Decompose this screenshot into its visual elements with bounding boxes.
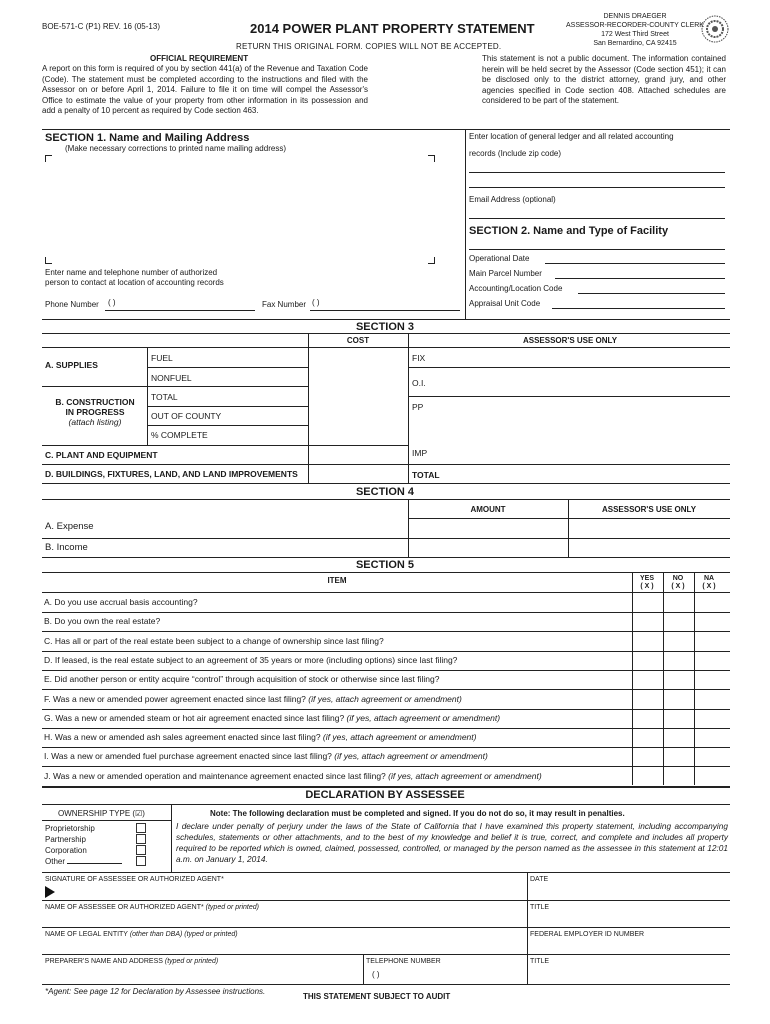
question-text: G. Was a new or amended steam or hot air agreement enacted since last filing? (44, 712, 347, 723)
name-label: NAME OF ASSESSEE OR AUTHORIZED AGENT* (typed or printed) (45, 904, 259, 911)
answer-na-cell[interactable] (695, 767, 725, 785)
assessor-address (560, 12, 710, 48)
answer-yes-cell[interactable] (633, 612, 663, 630)
other-checkbox[interactable] (136, 856, 146, 866)
answer-no-cell[interactable] (664, 767, 694, 785)
main-parcel-label: Main Parcel Number (469, 269, 542, 278)
answer-na-cell[interactable] (695, 747, 725, 765)
income-label: B. Income (45, 542, 88, 553)
nonfuel-label: NONFUEL (151, 373, 192, 383)
answer-na-cell[interactable] (695, 612, 725, 630)
pp-label: PP (412, 402, 424, 412)
county-seal-icon (700, 12, 730, 46)
question-row (42, 767, 730, 787)
accounting-code-field[interactable] (578, 293, 725, 294)
date-label: DATE (530, 876, 549, 883)
answer-na-cell[interactable] (695, 728, 725, 746)
ownership-other: Other (45, 856, 122, 867)
telephone-label: TELEPHONE NUMBER (366, 958, 441, 965)
question-text: F. Was a new or amended power agreement enacted since last filing? (44, 693, 309, 704)
assessor-title: ASSESSOR-RECORDER-COUNTY CLERK (566, 22, 704, 29)
audit-note: THIS STATEMENT SUBJECT TO AUDIT (303, 992, 451, 1001)
accounting-code-label: Accounting/Location Code (469, 284, 563, 293)
answer-yes-cell[interactable] (633, 709, 663, 727)
form-id: BOE-571-C (P1) REV. 16 (05-13) (42, 22, 160, 31)
answer-yes-cell[interactable] (633, 767, 663, 785)
section4-assessor-header: ASSESSOR'S USE ONLY (601, 505, 697, 514)
signature-field[interactable] (60, 884, 520, 900)
pct-complete-label: % COMPLETE (151, 430, 208, 440)
answer-no-cell[interactable] (664, 670, 694, 688)
question-row (42, 690, 730, 710)
assessor-city: San Bernardino, CA 92415 (593, 40, 677, 47)
buildings-label: D. BUILDINGS, FIXTURES, LAND, AND LAND IMPROVEMENTS (45, 469, 298, 479)
main-parcel-field[interactable] (555, 278, 725, 279)
section1-title: SECTION 1. Name and Mailing Address (45, 132, 250, 144)
fax-label: Fax Number (262, 300, 307, 309)
phone-label: Phone Number (45, 300, 99, 309)
legal-entity-label: NAME OF LEGAL ENTITY (other than DBA) (typed or printed) (45, 931, 238, 938)
no-header: NO ( X ) (671, 575, 685, 590)
section3-assessor-header: ASSESSOR'S USE ONLY (522, 336, 618, 345)
contact-note (45, 268, 224, 288)
question-row (42, 728, 730, 748)
answer-no-cell[interactable] (664, 709, 694, 727)
email-field[interactable] (469, 218, 725, 219)
question-text: A. Do you use accrual basis accounting? (44, 597, 198, 607)
question-row (42, 709, 730, 729)
question-row (42, 593, 730, 613)
total-label: TOTAL (412, 470, 440, 480)
question-text: C. Has all or part of the real estate been subject to a change of ownership since last filing? (44, 635, 384, 646)
mailing-address-box[interactable] (52, 162, 426, 254)
ownership-partnership: Partnership (45, 835, 86, 844)
answer-no-cell[interactable] (664, 747, 694, 765)
answer-na-cell[interactable] (695, 690, 725, 708)
preparer-label: PREPARER'S NAME AND ADDRESS (typed or printed) (45, 958, 219, 965)
declaration-title: DECLARATION BY ASSESSEE (305, 789, 465, 801)
section5-title: SECTION 5 (355, 559, 415, 571)
ownership-corporation: Corporation (45, 846, 87, 855)
question-note: (if yes, attach agreement or amendment) (388, 770, 542, 781)
question-row (42, 670, 730, 690)
question-row (42, 651, 730, 671)
cost-header: COST (346, 336, 370, 345)
oi-label: O.I. (412, 378, 426, 388)
answer-na-cell[interactable] (695, 709, 725, 727)
question-text: B. Do you own the real estate? (44, 616, 161, 627)
supplies-label: A. SUPPLIES (45, 360, 98, 370)
section2-title: SECTION 2. Name and Type of Facility (469, 225, 669, 237)
answer-no-cell[interactable] (664, 593, 694, 611)
answer-no-cell[interactable] (664, 728, 694, 746)
question-note: (if yes, attach agreement or amendment) (322, 732, 477, 743)
ownership-proprietorship: Proprietorship (45, 824, 95, 833)
phone-parens: ( ) (108, 298, 116, 307)
plant-label: C. PLANT AND EQUIPMENT (45, 450, 158, 460)
declaration-note: Note: The following declaration must be completed and signed. If you do not do so, it may result in penalties. (210, 809, 625, 818)
fax-parens: ( ) (312, 298, 320, 307)
answer-yes-cell[interactable] (633, 747, 663, 765)
imp-label: IMP (412, 448, 428, 458)
proprietorship-checkbox[interactable] (136, 823, 146, 833)
assessor-name: DENNIS DRAEGER (603, 13, 667, 20)
cip-line1: B. CONSTRUCTION (55, 397, 135, 407)
form-subtitle: RETURN THIS ORIGINAL FORM. COPIES WILL NOT BE ACCEPTED. (236, 42, 502, 51)
question-note: (if yes, attach agreement or amendment) (346, 712, 501, 723)
ownership-header: OWNERSHIP TYPE (☑) (58, 809, 145, 818)
answer-no-cell[interactable] (664, 690, 694, 708)
contact-note-line1: Enter name and telephone number of authorized (45, 268, 218, 277)
fuel-label: FUEL (151, 353, 173, 363)
phone-field[interactable] (105, 310, 255, 311)
answer-no-cell[interactable] (664, 651, 694, 669)
question-text: E. Did another person or entity acquire “control” through acquisition of stock or otherwise since last filing? (44, 674, 440, 685)
answer-no-cell[interactable] (664, 612, 694, 630)
question-text: D. If leased, is the real estate subject to an agreement of 35 years or more (including options) since last filing? (44, 654, 458, 665)
expense-label: A. Expense (45, 521, 94, 532)
signature-label: SIGNATURE OF ASSESSEE OR AUTHORIZED AGENT* (45, 876, 224, 883)
yes-header: YES ( X ) (639, 575, 654, 590)
operational-date-label: Operational Date (469, 254, 530, 263)
answer-na-cell[interactable] (695, 670, 725, 688)
na-header: NA ( X ) (702, 575, 716, 590)
section4-title: SECTION 4 (355, 486, 415, 498)
corporation-checkbox[interactable] (136, 845, 146, 855)
question-text: J. Was a new or amended operation and maintenance agreement enacted since last filing? (44, 770, 389, 781)
sign-here-arrow-icon (45, 886, 55, 898)
question-note: (if yes, attach agreement or amendment) (334, 751, 488, 762)
answer-na-cell[interactable] (695, 593, 725, 611)
answer-no-cell[interactable] (664, 632, 694, 650)
confidentiality-text: This statement is not a public document. The information contained herein will be held secret by the Assessor (Code section 451); it can be disclosed only to the district attorney, grand jury, and other agencies specified in Code section 408. Attached schedules are considered to be part of the statement. (482, 54, 726, 105)
ledger-note-line1: Enter location of general ledger and all related accounting (469, 132, 674, 141)
question-note: (if yes, attach agreement or amendment) (308, 693, 462, 704)
appraisal-code-label: Appraisal Unit Code (469, 299, 541, 308)
operational-date-field[interactable] (545, 263, 725, 264)
assessor-street: 172 West Third Street (601, 31, 669, 38)
contact-note-line2: person to contact at location of accounting records (45, 278, 224, 287)
ownership-types (45, 823, 122, 867)
ledger-note-line2: records (Include zip code) (469, 149, 562, 158)
out-of-county-label: OUT OF COUNTY (151, 411, 222, 421)
section1-note: (Make necessary corrections to printed name mailing address) (65, 144, 286, 153)
answer-yes-cell[interactable] (633, 651, 663, 669)
amount-header: AMOUNT (470, 505, 506, 514)
cip-line2: IN PROGRESS (65, 407, 125, 417)
appraisal-code-field[interactable] (552, 308, 725, 309)
requirement-text: A report on this form is required of you by section 441(a) of the Revenue and Taxation Code (Code). The statement must be completed according to the instructions and filed with the Assessor on or before April 1, 2014. Failure to file it on time will compel the Assessor's Office to estimate the value of your property from other information in its possession and add a penalty of 10 percent as required by Code section 463. (42, 64, 368, 115)
fax-field[interactable] (310, 310, 460, 311)
declaration-text: I declare under penalty of perjury under the laws of the State of California that I have examined this property statement, including accompanying schedules, statements or other attachments, and to the best of my knowledge and belief it is true, correct, and complete and includes all property required to be reported which is owned, claimed, possessed, controlled, or managed by the person named as the assessee in this statement at 12:01 a.m. on January 1, 2014. (176, 821, 728, 864)
question-row (42, 612, 730, 632)
answer-yes-cell[interactable] (633, 690, 663, 708)
fix-label: FIX (412, 353, 426, 363)
question-row (42, 747, 730, 767)
agent-note: *Agent: See page 12 for Declaration by Assessee instructions. (45, 987, 266, 996)
answer-yes-cell[interactable] (633, 670, 663, 688)
cip-label (45, 397, 145, 427)
fein-label: FEDERAL EMPLOYER ID NUMBER (530, 931, 645, 938)
answer-na-cell[interactable] (695, 632, 725, 650)
question-row (42, 632, 730, 652)
preparer-title-label: TITLE (530, 958, 550, 965)
answer-yes-cell[interactable] (633, 632, 663, 650)
ledger-field-2[interactable] (469, 187, 725, 188)
item-header: ITEM (327, 576, 347, 585)
answer-yes-cell[interactable] (633, 728, 663, 746)
email-label: Email Address (optional) (469, 195, 556, 204)
cip-line3: (attach listing) (68, 417, 122, 427)
requirement-heading: OFFICIAL REQUIREMENT (150, 54, 249, 63)
partnership-checkbox[interactable] (136, 834, 146, 844)
ledger-field-1[interactable] (469, 172, 725, 173)
telephone-parens: ( ) (372, 970, 380, 979)
question-text: I. Was a new or amended fuel purchase agreement enacted since last filing? (44, 751, 335, 762)
answer-yes-cell[interactable] (633, 593, 663, 611)
section3-title: SECTION 3 (355, 321, 415, 333)
cip-total-label: TOTAL (151, 392, 178, 402)
answer-na-cell[interactable] (695, 651, 725, 669)
title-label: TITLE (530, 904, 550, 911)
form-title: 2014 POWER PLANT PROPERTY STATEMENT (250, 21, 535, 36)
question-text: H. Was a new or amended ash sales agreement enacted since last filing? (44, 732, 323, 743)
